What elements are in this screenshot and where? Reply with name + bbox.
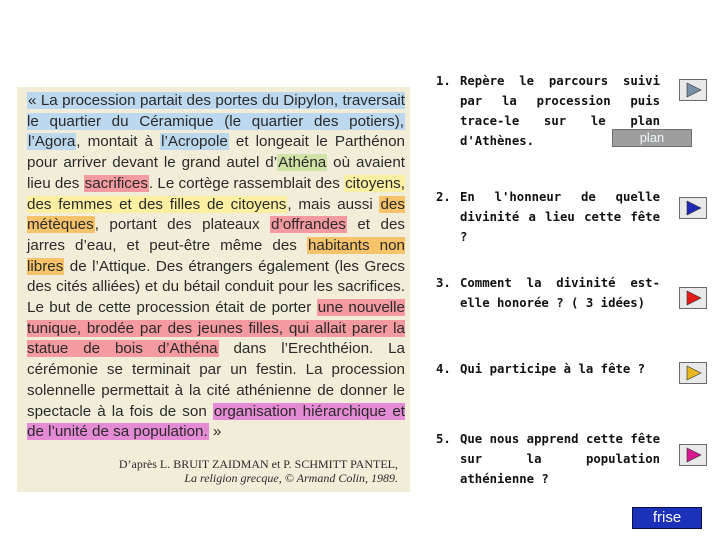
highlighted-phrase: une nouvelle tunique, brodée par des jeunes filles, qui allait parer la statue de bois d’Athéna [27, 299, 405, 358]
highlighted-phrase: des métèques [27, 195, 405, 234]
question-2 [436, 187, 660, 247]
question-number: 2. [436, 190, 451, 204]
play-arrow-icon [680, 445, 706, 465]
document-excerpt-panel [17, 87, 410, 492]
highlighted-phrase: organisation hiérarchique et de l’unité de sa population. [27, 402, 405, 441]
plan-button[interactable]: plan [612, 129, 692, 147]
highlighted-phrase: Athéna [278, 154, 327, 172]
text-run: , portant des plateaux [94, 216, 271, 234]
play-button-q5[interactable] [679, 444, 707, 466]
text-run: dans l’Erechthéion. La cérémonie se terminait par un festin. La procession solennelle permettait à la cité athénienne de donner le spectacle à la fois de son [27, 340, 405, 420]
play-button-q3[interactable] [679, 287, 707, 309]
text-run: , montait à [76, 133, 161, 151]
highlighted-phrase: habitants non libres [27, 236, 406, 275]
question-number: 4. [436, 362, 451, 376]
question-5 [436, 429, 660, 489]
arrow-shape [687, 291, 701, 305]
highlighted-phrase: citoyens, des femmes et des filles de citoyens [27, 174, 405, 213]
highlighted-phrase: l’Acropole [161, 133, 228, 151]
highlighted-phrase: « La procession partait des portes du Dipylon, traversait le quartier du Céramique (le quartier des potiers), [27, 92, 405, 130]
play-button-q4[interactable] [679, 362, 707, 384]
text-run: de l’Attique. Des étrangers également (les Grecs des cités alliées) et du bétail conduit pour les sacrifices. Le but de cette procession était de porter [27, 257, 405, 317]
question-3 [436, 273, 660, 313]
credit-line-2: La religion grecque, © Armand Colin, 1989. [184, 471, 398, 485]
text-run: , mais aussi [287, 195, 380, 213]
excerpt-text [27, 91, 405, 443]
frise-button[interactable]: frise [632, 507, 702, 529]
text-run: et des jarres d’eau, et peut-être même des [27, 216, 405, 254]
text-run: . Le cortège rassemblait des [148, 174, 345, 192]
highlighted-phrase: sacrifices [84, 174, 148, 192]
credit-line-1: D’après L. BRUIT ZAIDMAN et P. SCHMITT PANTEL, [118, 457, 398, 471]
question-4 [436, 359, 660, 379]
question-text: Comment la divinité est-elle honorée ? ( 3 idées) [460, 276, 660, 310]
arrow-shape [687, 83, 701, 97]
arrow-shape [687, 201, 701, 215]
question-number: 3. [436, 276, 451, 290]
play-arrow-icon [680, 363, 706, 383]
highlighted-phrase: d’offrandes [271, 216, 346, 234]
source-credit [119, 457, 398, 485]
question-text: En l'honneur de quelle divinité a lieu cette fête ? [460, 190, 660, 244]
arrow-shape [687, 366, 701, 380]
question-number: 1. [436, 74, 451, 88]
arrow-shape [687, 448, 701, 462]
text-run: où avaient lieu des [27, 154, 405, 192]
highlighted-phrase: l’Agora [28, 133, 76, 151]
play-arrow-icon [680, 80, 706, 100]
text-run: et longeait le Parthénon pour arriver devant le grand autel d’ [27, 133, 405, 172]
play-button-q1[interactable] [679, 79, 707, 101]
play-arrow-icon [680, 288, 706, 308]
text-run: » [208, 423, 222, 441]
question-number: 5. [436, 432, 451, 446]
question-text: Qui participe à la fête ? [460, 362, 646, 376]
question-text: Repère le parcours suivi par la procession puis trace-le sur le plan d'Athènes. [460, 74, 660, 148]
play-button-q2[interactable] [679, 197, 707, 219]
play-arrow-icon [680, 198, 706, 218]
question-text: Que nous apprend cette fête sur la population athénienne ? [460, 432, 660, 486]
